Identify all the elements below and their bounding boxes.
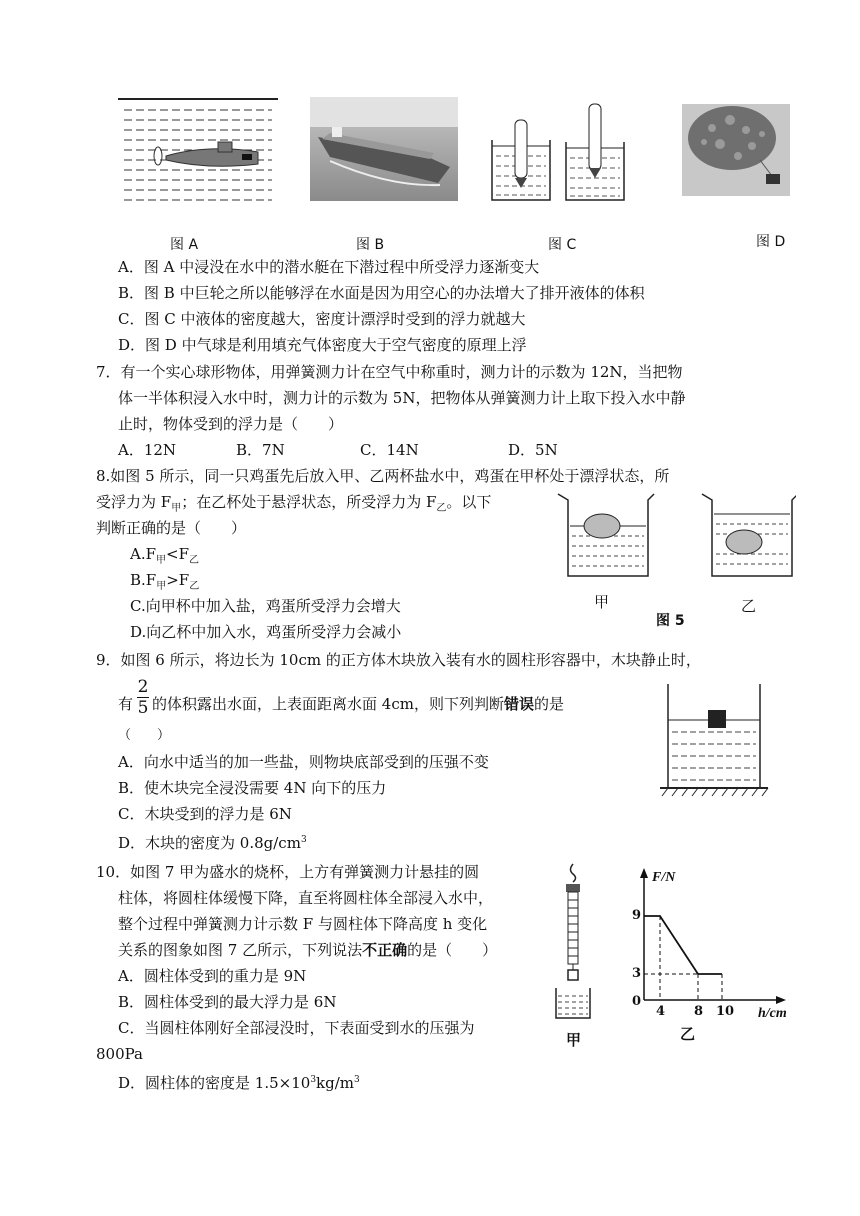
figure-7-jia [548, 862, 598, 1030]
figure-c [488, 100, 630, 208]
q7-line-3: 止时，物体受到的浮力是（ ） [118, 415, 344, 433]
q6-option-d: D．图 D 中气球是利用填充气体密度大于空气密度的原理上浮 [118, 336, 527, 354]
q9-fraction-numerator: 2 [137, 677, 149, 697]
q9-line-2-prefix: 有 [118, 695, 134, 713]
q7-option-a: A．12N [118, 441, 177, 459]
q9-line-1: 9．如图 6 所示，将边长为 10cm 的正方体木块放入装有水的圆柱形容器中，木块静止时， [96, 651, 701, 669]
q10-option-b: B．圆柱体受到的最大浮力是 6N [118, 993, 337, 1011]
figure-a [118, 96, 278, 206]
q10-line-1: 10．如图 7 甲为盛水的烧杯，上方有弹簧测力计悬挂的圆 [96, 863, 480, 881]
q10-line-2: 柱体，将圆柱体缓慢下降，直至将圆柱体全部浸入水中， [118, 889, 494, 907]
figure-6 [660, 684, 770, 802]
figure-7-yi-label: 乙 [680, 1025, 696, 1043]
q6-option-c: C．图 C 中液体的密度越大，密度计漂浮时受到的浮力就越大 [118, 310, 526, 328]
q8-line-1: 8.如图 5 所示，同一只鸡蛋先后放入甲、乙两杯盐水中，鸡蛋在甲杯处于漂浮状态，所 [96, 467, 670, 485]
figure-a-caption: 图 A [170, 237, 199, 253]
figure-b [310, 97, 458, 201]
q7-option-b: B．7N [236, 441, 285, 459]
q10-line-4: 关系的图象如图 7 乙所示，下列说法不正确的是（ ） [118, 941, 498, 959]
figure-7-jia-label: 甲 [566, 1031, 582, 1049]
q10-option-c-2: 800Pa [96, 1045, 143, 1063]
q7-option-c: C．14N [360, 441, 419, 459]
q8-line-2: 受浮力为 $F_甲$；在乙杯处于悬浮状态，所受浮力为 $F_乙$。以下 [96, 493, 492, 514]
figure-5-yi-label: 乙 [741, 597, 757, 615]
graph-y-tick-3: 3 [632, 966, 642, 981]
q9-line-3: （ ） [118, 728, 171, 743]
figure-5-caption: 图 5 [656, 613, 685, 629]
q9-option-c: C．木块受到的浮力是 6N [118, 805, 292, 823]
graph-y-label: F/N [652, 870, 676, 885]
q8-option-a: $A.F_甲<F_乙$ [130, 545, 199, 566]
q7-line-1: 7．有一个实心球形物体，用弹簧测力计在空气中称重时，测力计的示数为 12N，当把物 [96, 363, 683, 381]
q6-option-a: A．图 A 中浸没在水中的潜水艇在下潜过程中所受浮力逐渐变大 [118, 258, 540, 276]
q8-line-3: 判断正确的是（ ） [96, 519, 247, 537]
q8-option-b: $B.F_甲>F_乙$ [130, 571, 200, 592]
figure-c-caption: 图 C [548, 237, 577, 253]
graph-y-tick-9: 9 [632, 908, 642, 923]
q9-option-d: D．木块的密度为 $0.8g/cm^3$ [118, 834, 307, 852]
graph-x-label: h/cm [758, 1006, 787, 1021]
q6-option-b: B．图 B 中巨轮之所以能够浮在水面是因为用空心的办法增大了排开液体的体积 [118, 284, 645, 302]
figure-7-graph [612, 864, 802, 1024]
q8-option-d: D.向乙杯中加入水，鸡蛋所受浮力会减小 [130, 623, 402, 641]
graph-y-tick-0: 0 [632, 994, 642, 1009]
graph-x-tick-10: 10 [716, 1004, 735, 1019]
graph-x-tick-4: 4 [656, 1004, 666, 1019]
q9-line-2: 的体积露出水面，上表面距离水面 4cm，则下列判断错误的是 [152, 695, 564, 713]
q7-line-2: 体一半体积浸入水中时，测力计的示数为 5N，把物体从弹簧测力计上取下投入水中静 [118, 389, 686, 407]
graph-x-tick-8: 8 [694, 1004, 704, 1019]
figure-d [682, 104, 790, 196]
figure-d-caption: 图 D [756, 234, 786, 250]
q8-option-c: C.向甲杯中加入盐，鸡蛋所受浮力会增大 [130, 597, 401, 615]
q10-option-a: A．圆柱体受到的重力是 9N [118, 967, 307, 985]
q10-option-d: D．圆柱体的密度是 $1.5\times 10^3kg/m^3$ [118, 1074, 360, 1092]
q9-fraction-denominator: 5 [137, 698, 149, 718]
q10-option-c-1: C．当圆柱体刚好全部浸没时，下表面受到水的压强为 [118, 1019, 475, 1037]
q9-option-a: A．向水中适当的加一些盐，则物块底部受到的压强不变 [118, 753, 489, 771]
figure-5 [556, 488, 796, 584]
q7-option-d: D．5N [508, 441, 558, 459]
figure-5-jia-label: 甲 [594, 593, 610, 611]
q10-line-3: 整个过程中弹簧测力计示数 F 与圆柱体下降高度 h 变化 [118, 915, 488, 933]
q9-option-b: B．使木块完全浸没需要 4N 向下的压力 [118, 779, 387, 797]
figure-b-caption: 图 B [356, 237, 385, 253]
